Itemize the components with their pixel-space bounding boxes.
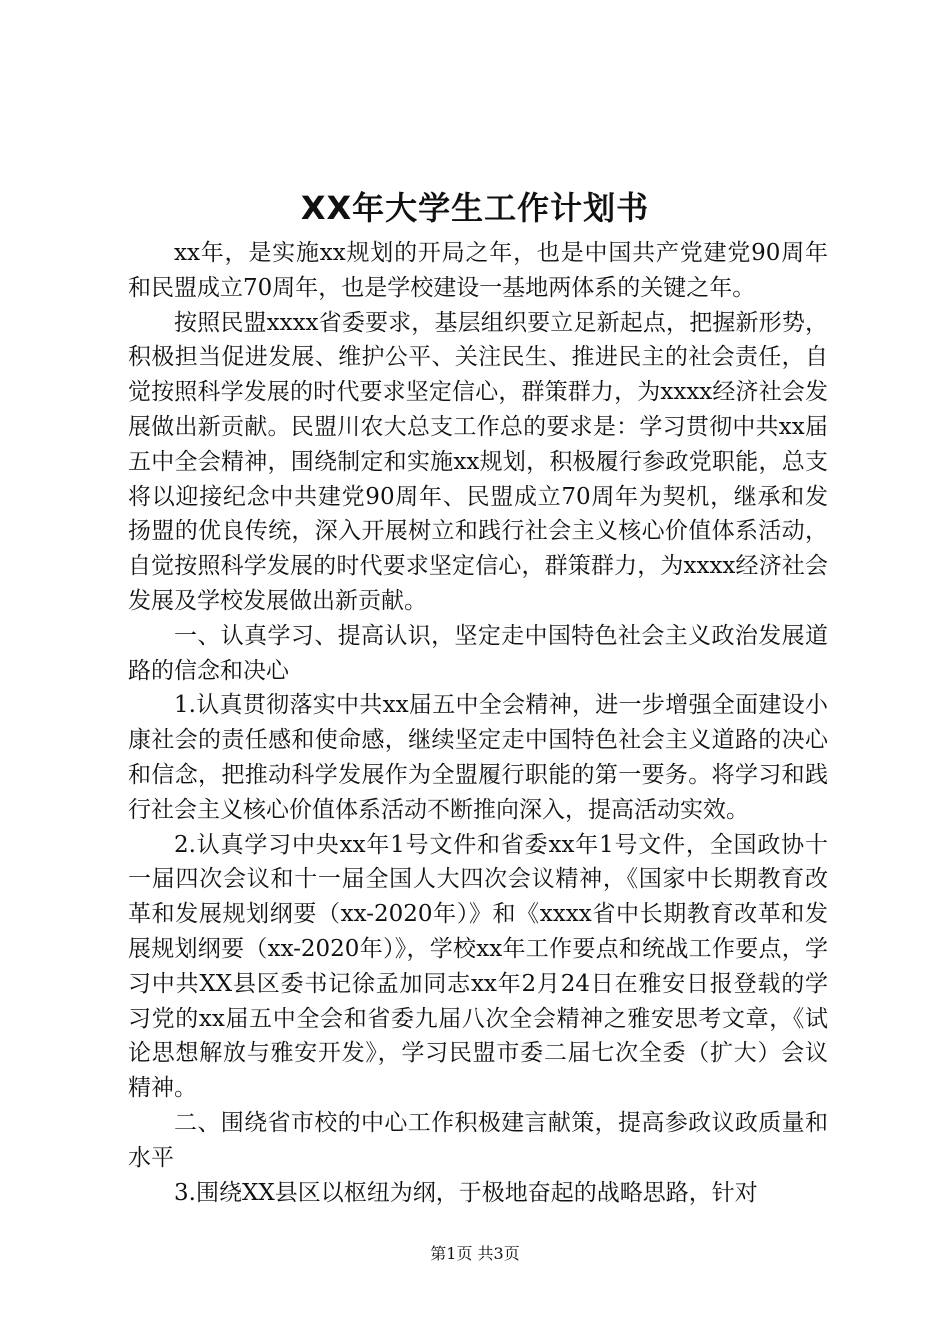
paragraph-item-3: 3.围绕XX县区以枢纽为纲，于极地奋起的战略思路，针对 [174, 1179, 758, 1206]
paragraph-requirements: 按照民盟xxxx省委要求，基层组织要立足新起点，把握新形势，积极担当促进发展、维护公平、关注民生、推进民主的社会责任，自觉按照科学发展的时代要求坚定信心，群策群力，为xxxx经济社会发展做出新贡献。民盟川农大总支工作总的要求是：学习贯彻中共xx届五中全会精神，围绕制定和实施xx规划，积极履行参政党职能，总支将以迎接纪念中共建党90周年、民盟成立70周年为契机，继承和发扬盟的优良传统，深入开展树立和践行社会主义核心价值体系活动，自觉按照科学发展的时代要求坚定信心，群策群力，为xxxx经济社会发展及学校发展做出新贡献。 [128, 309, 828, 614]
paragraph-item-2: 2.认真学习中央xx年1号文件和省委xx年1号文件，全国政协十一届四次会议和十一届全国人大四次会议精神，《国家中长期教育改革和发展规划纲要（xx-2020年）》和《xxxx省中长期教育改革和发展规划纲要（xx-2020年）》，学校xx年工作要点和统战工作要点，学习中共XX县区委书记徐孟加同志xx年2月24日在雅安日报登载的学习党的xx届五中全会和省委九届八次全会精神之雅安思考文章，《试论思想解放与雅安开发》，学习民盟市委二届七次全委（扩大）会议精神。 [128, 831, 828, 1102]
section-heading-2: 二、围绕省市校的中心工作积极建言献策，提高参政议政质量和水平 [128, 1109, 828, 1171]
page-footer: 第1页 共3页 [430, 1244, 520, 1263]
section-heading-1: 一、认真学习、提高认识，坚定走中国特色社会主义政治发展道路的信念和决心 [128, 622, 828, 684]
document-body [128, 236, 828, 1210]
document-title: XX年大学生工作计划书 [300, 189, 650, 227]
paragraph-intro: xx年，是实施xx规划的开局之年，也是中国共产党建党90周年和民盟成立70周年，也是学校建设一基地两体系的关键之年。 [128, 240, 828, 301]
paragraph-item-1: 1.认真贯彻落实中共xx届五中全会精神，进一步增强全面建设小康社会的责任感和使命感，继续坚定走中国特色社会主义道路的决心和信念，把推动科学发展作为全盟履行职能的第一要务。将学习和践行社会主义核心价值体系活动不断推向深入，提高活动实效。 [128, 692, 828, 823]
